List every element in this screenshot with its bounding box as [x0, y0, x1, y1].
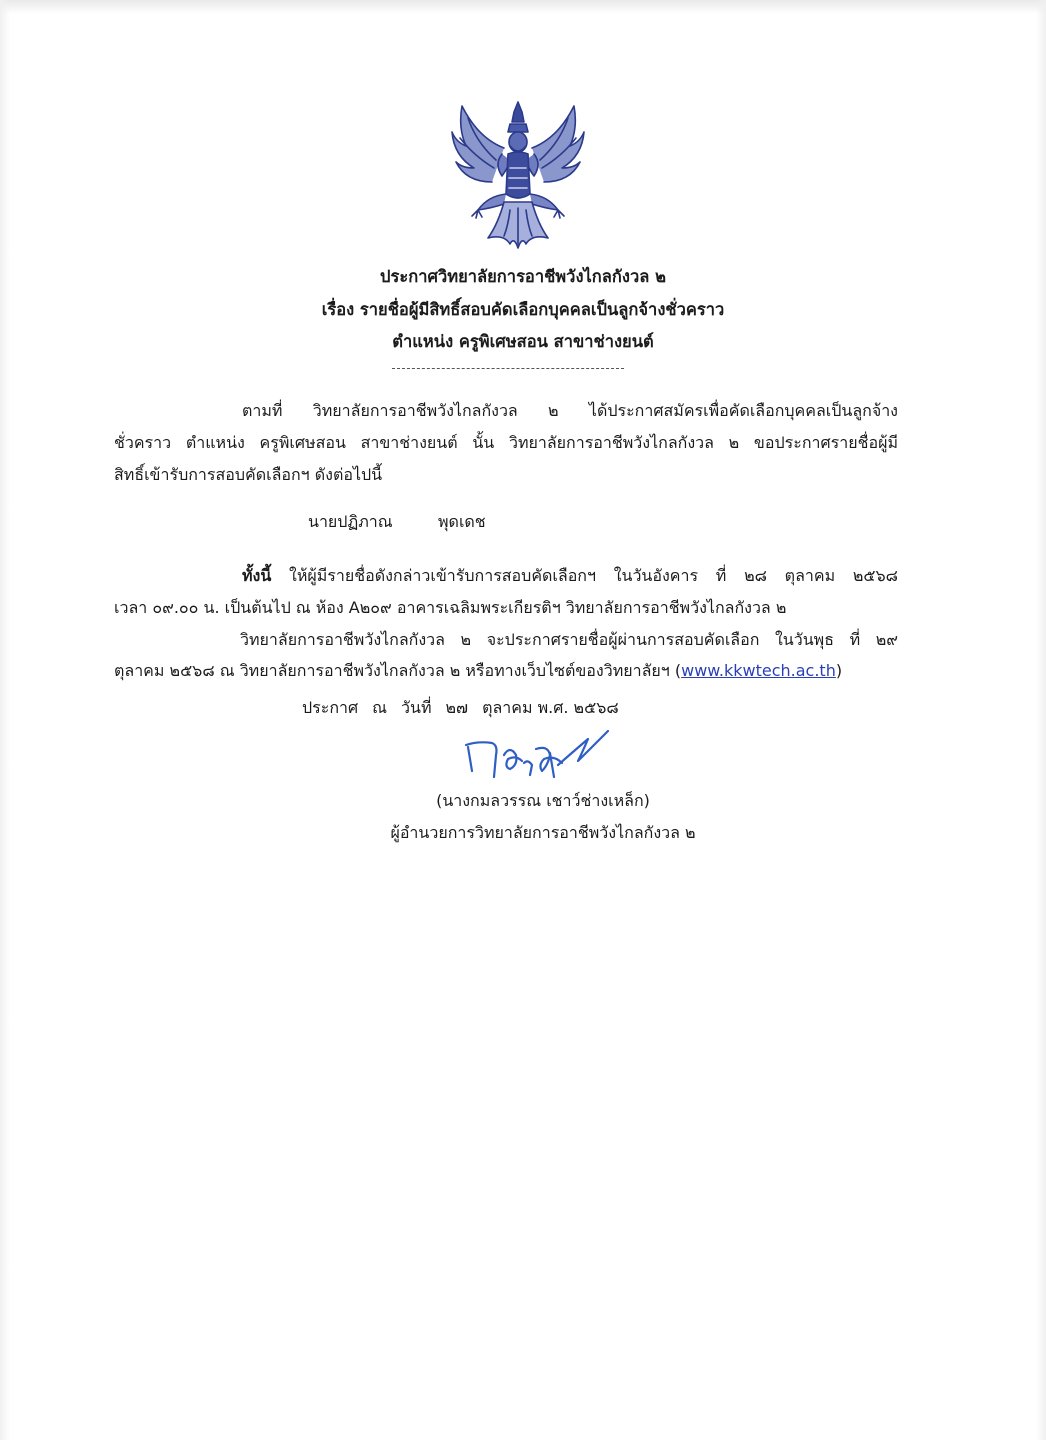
- paragraph-3-line-2: [114, 660, 842, 682]
- paragraph-1-line-2-text: ชั่วคราว ตำแหน่ง ครูพิเศษสอน สาขาช่างยนต์ นั้น วิทยาลัยการอาชีพวังไกลกังวล ๒ ขอประกาศรายชื่อผู้มี: [114, 433, 898, 452]
- paragraph-2-line-2-text: เวลา ๐๙.๐๐ น. เป็นต้นไป ณ ห้อง A๒๐๙ อาคารเฉลิมพระเกียรติฯ วิทยาลัยการอาชีพวังไกลกังวล ๒: [114, 598, 787, 617]
- announcement-title-text: ประกาศวิทยาลัยการอาชีพวังไกลกังวล ๒: [380, 267, 666, 286]
- announcement-subject-text: เรื่อง รายชื่อผู้มีสิทธิ์สอบคัดเลือกบุคคลเป็นลูกจ้างชั่วคราว: [321, 300, 725, 319]
- paragraph-1-line-1-text: ตามที่ วิทยาลัยการอาชีพวังไกลกังวล ๒ ได้ประกาศสมัครเพื่อคัดเลือกบุคคลเป็นลูกจ้าง: [242, 401, 898, 420]
- paragraph-2-line-1: [242, 565, 898, 587]
- header-divider: [392, 368, 624, 369]
- page-edge-left: [0, 0, 10, 1440]
- page-edge-top: [0, 0, 1046, 14]
- announcement-position: [0, 329, 1046, 355]
- date-label: ประกาศ: [302, 698, 359, 717]
- paragraph-2-line-1-content: [242, 565, 898, 587]
- paragraph-2-line-1-text: ให้ผู้มีรายชื่อดังกล่าวเข้ารับการสอบคัดเลือกฯ ในวันอังคาร ที่ ๒๘ ตุลาคม ๒๕๖๘: [271, 566, 898, 585]
- date-day-label: วันที่: [401, 698, 432, 717]
- date-day: ๒๗: [445, 698, 469, 717]
- paragraph-3-line-2-text: ตุลาคม ๒๕๖๘ ณ วิทยาลัยการอาชีพวังไกลกังวล ๒ หรือทางเว็บไซต์ของวิทยาลัยฯ (: [114, 661, 682, 680]
- page-edge-right: [1036, 0, 1046, 1440]
- paragraph-1-line-2: [114, 432, 898, 454]
- paragraph-3-line-1: [240, 629, 898, 651]
- paragraph-1-line-3-text: สิทธิ์เข้ารับการสอบคัดเลือกฯ ดังต่อไปนี้: [114, 465, 383, 484]
- garuda-emblem-icon: [448, 98, 588, 250]
- paragraph-1-line-1: [242, 400, 898, 422]
- signer-title: ผู้อำนวยการวิทยาลัยการอาชีพวังไกลกังวล ๒: [390, 823, 696, 842]
- candidate-last-name: พุดเดช: [438, 512, 486, 531]
- date-month-year: ตุลาคม พ.ศ. ๒๕๖๘: [482, 698, 619, 717]
- announcement-date: [302, 697, 619, 719]
- college-website-link[interactable]: www.kkwtech.ac.th: [681, 661, 836, 680]
- paragraph-2-line-2: [114, 597, 786, 619]
- date-at: ณ: [372, 698, 388, 717]
- signature-mark: [458, 725, 628, 785]
- candidate-first-name: นายปฏิภาณ: [308, 512, 393, 531]
- signer-name: (นางกมลวรรณ เชาว์ช่างเหล็ก): [436, 791, 650, 810]
- announcement-subject: [0, 297, 1046, 323]
- paragraph-3-close-paren: ): [835, 661, 843, 680]
- announcement-title: [0, 264, 1046, 290]
- paragraph-2-lead: ทั้งนี้: [242, 566, 272, 585]
- paragraph-1-line-3: [114, 464, 382, 486]
- paragraph-3-line-1-text: วิทยาลัยการอาชีพวังไกลกังวล ๒ จะประกาศรายชื่อผู้ผ่านการสอบคัดเลือก ในวันพุธ ที่ ๒๙: [240, 630, 898, 649]
- announcement-position-text: ตำแหน่ง ครูพิเศษสอน สาขาช่างยนต์: [392, 332, 654, 351]
